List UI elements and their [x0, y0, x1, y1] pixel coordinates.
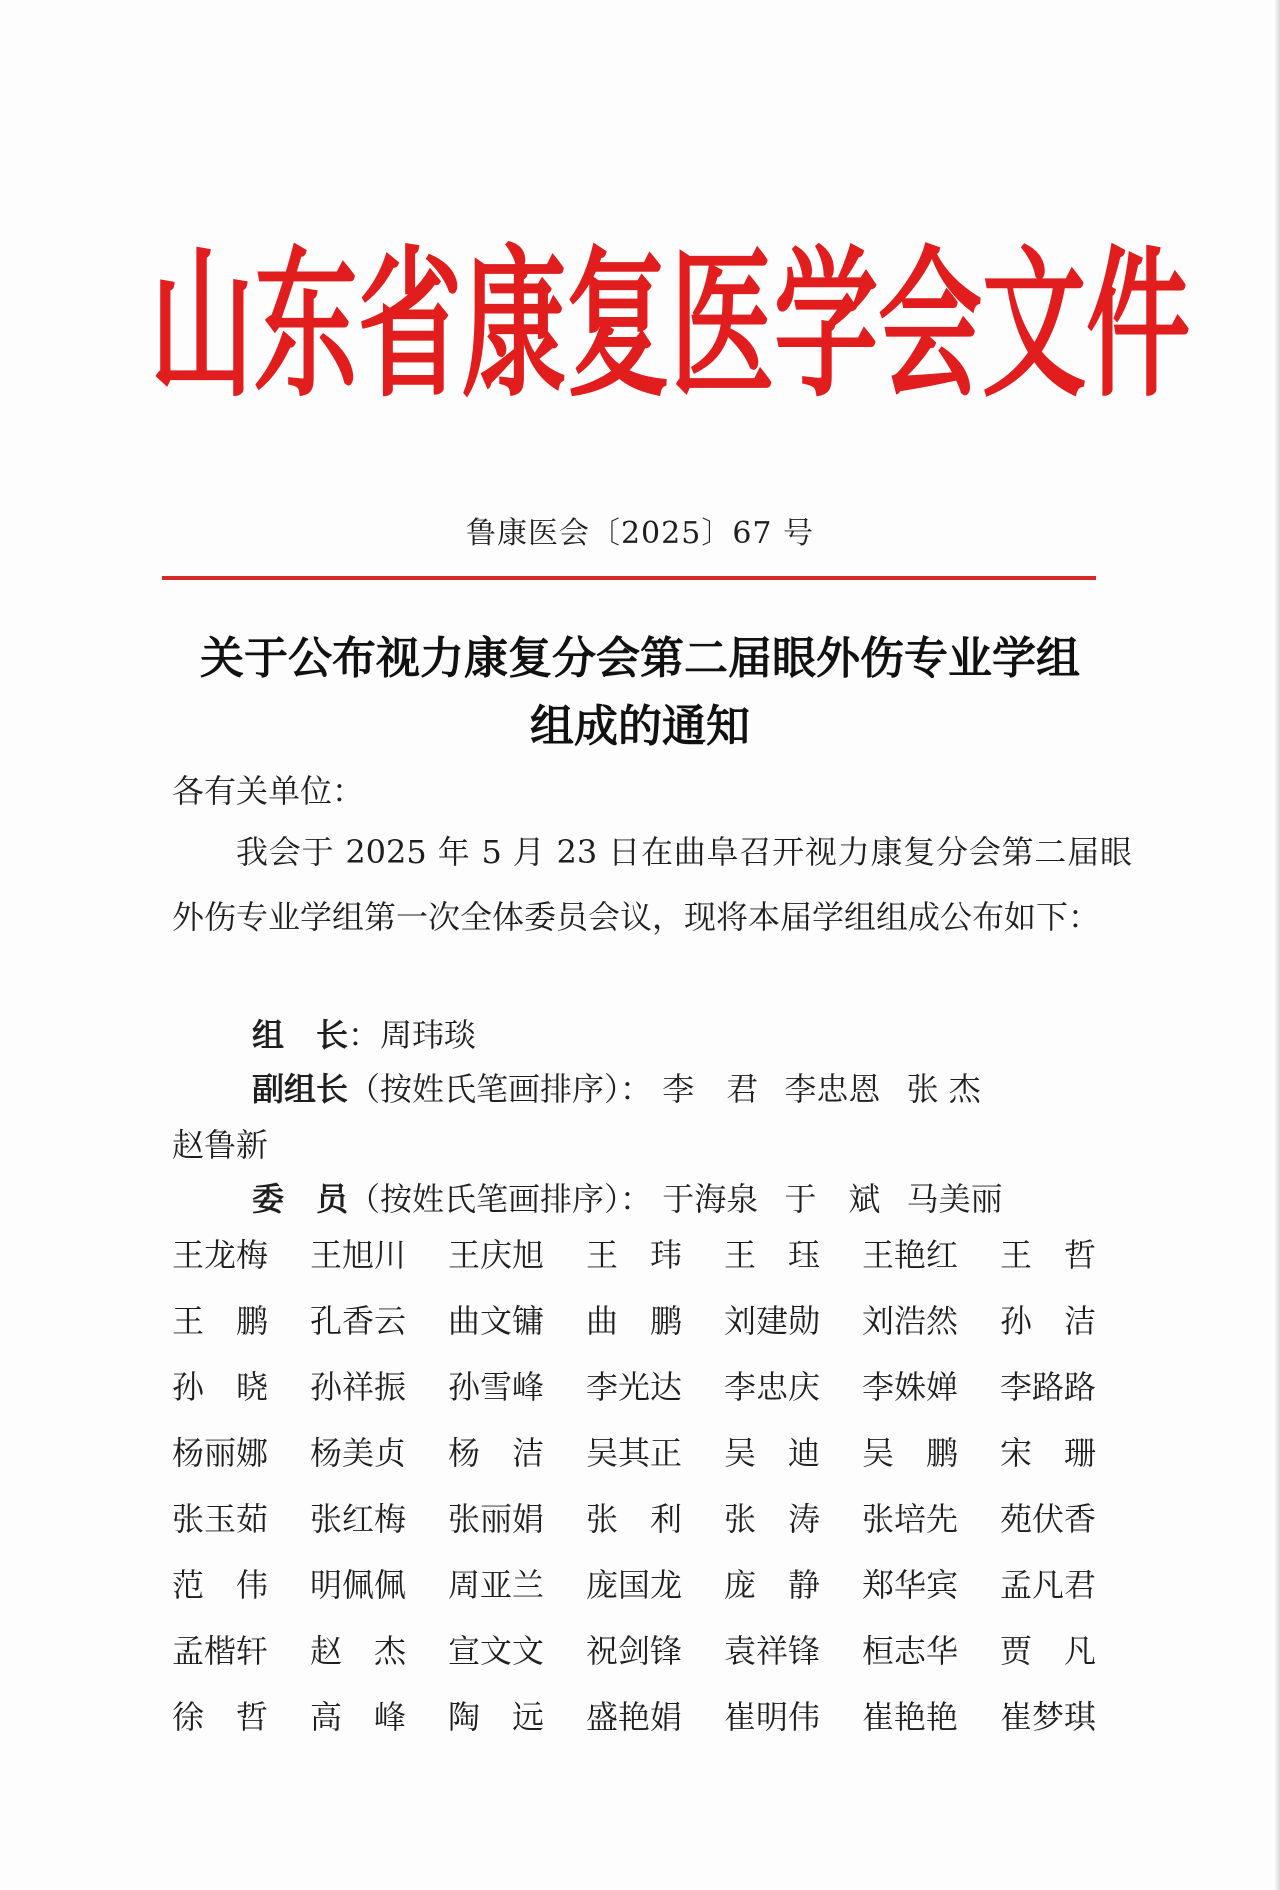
member-name: 张培先	[862, 1500, 959, 1538]
member-name-grid	[172, 1230, 1132, 1742]
member-name: 杨丽娜	[172, 1434, 269, 1472]
leader-line	[252, 1010, 476, 1056]
member-name: 杨 洁	[448, 1434, 545, 1472]
member-name: 袁祥锋	[724, 1632, 821, 1670]
salutation: 各有关单位：	[172, 772, 365, 810]
notice-title	[120, 625, 1160, 761]
member-name: 张红梅	[310, 1500, 407, 1538]
member-name: 王庆旭	[448, 1236, 545, 1274]
member-name: 曲 鹏	[586, 1302, 683, 1340]
member-name: 吴 鹏	[862, 1434, 959, 1472]
member-name: 王 玮	[586, 1236, 683, 1274]
member-name: 吴其正	[586, 1434, 683, 1472]
member-name: 刘浩然	[862, 1302, 959, 1340]
member-name: 王 鹏	[172, 1302, 269, 1340]
member-name: 吴 迪	[724, 1434, 821, 1472]
member-name: 明佩佩	[310, 1566, 407, 1604]
masthead-char: 文	[982, 230, 1087, 420]
member-name: 张丽娟	[448, 1500, 545, 1538]
vice-leader-note: （按姓氏笔画排序）：	[348, 1070, 653, 1108]
member-name: 孙 晓	[172, 1368, 269, 1406]
member-name: 桓志华	[862, 1632, 959, 1670]
member-name: 崔梦琪	[1000, 1698, 1097, 1736]
member-name: 孙祥振	[310, 1368, 407, 1406]
masthead-char: 件	[1086, 230, 1191, 420]
member-name: 王旭川	[310, 1236, 407, 1274]
member-name: 于 斌	[784, 1180, 881, 1218]
member-name: 于海泉	[662, 1180, 759, 1218]
masthead-title	[150, 230, 1191, 420]
member-name: 张 利	[586, 1500, 683, 1538]
leader-separator: ：	[348, 1016, 381, 1054]
member-name: 高 峰	[310, 1698, 407, 1736]
member-name: 李忠庆	[724, 1368, 821, 1406]
member-name: 崔明伟	[724, 1698, 821, 1736]
member-name: 孟楷轩	[172, 1632, 269, 1670]
masthead-char: 山	[150, 230, 255, 420]
member-name: 张 涛	[724, 1500, 821, 1538]
vice-leader-name: 张 杰	[906, 1070, 981, 1108]
vice-leader-name: 李忠恩	[784, 1070, 881, 1108]
masthead-char: 东	[254, 230, 359, 420]
member-name: 庞 静	[724, 1566, 821, 1604]
member-name: 苑伏香	[1000, 1500, 1097, 1538]
member-name: 盛艳娟	[586, 1698, 683, 1736]
vice-leader-name: 赵鲁新	[172, 1126, 269, 1164]
member-name: 曲文镛	[448, 1302, 545, 1340]
document-number: 鲁康医会〔2025〕67 号	[465, 516, 815, 551]
member-name: 宣文文	[448, 1632, 545, 1670]
member-name: 王 哲	[1000, 1236, 1097, 1274]
member-name: 刘建勋	[724, 1302, 821, 1340]
member-name: 郑华宾	[862, 1566, 959, 1604]
member-name: 崔艳艳	[862, 1698, 959, 1736]
member-name: 张玉茹	[172, 1500, 269, 1538]
member-name: 孔香云	[310, 1302, 407, 1340]
member-name: 杨美贞	[310, 1434, 407, 1472]
red-divider-rule	[162, 576, 1096, 580]
member-name: 孙雪峰	[448, 1368, 545, 1406]
member-name: 祝剑锋	[586, 1632, 683, 1670]
member-name: 赵 杰	[310, 1632, 407, 1670]
masthead-char: 学	[774, 230, 879, 420]
member-name: 王艳红	[862, 1236, 959, 1274]
notice-title-line-1: 关于公布视力康复分会第二届眼外伤专业学组	[200, 633, 1080, 684]
member-name: 孟凡君	[1000, 1566, 1097, 1604]
page-edge-shadow	[1274, 0, 1280, 1890]
member-name: 贾 凡	[1000, 1632, 1097, 1670]
member-name: 宋 珊	[1000, 1434, 1097, 1472]
vice-leader-label: 副组长	[252, 1070, 349, 1108]
member-name: 李姝婵	[862, 1368, 959, 1406]
notice-title-line-2: 组成的通知	[530, 701, 750, 752]
masthead-char: 康	[462, 230, 567, 420]
member-name: 庞国龙	[586, 1566, 683, 1604]
member-name: 李路路	[1000, 1368, 1097, 1406]
masthead-char: 会	[878, 230, 983, 420]
masthead-char: 医	[670, 230, 775, 420]
leader-label: 组 长	[252, 1016, 349, 1054]
vice-leader-name: 李 君	[662, 1070, 759, 1108]
body-paragraph: 我会于 2025 年 5 月 23 日在曲阜召开视力康复分会第二届眼外伤专业学组第一次全体委员会议，现将本届学组组成公布如下：	[172, 833, 1132, 936]
member-name: 徐 哲	[172, 1698, 269, 1736]
leader-name: 周玮琰	[380, 1016, 477, 1054]
member-name: 王龙梅	[172, 1236, 269, 1274]
masthead-char: 省	[358, 230, 463, 420]
member-name: 陶 远	[448, 1698, 545, 1736]
member-name: 周亚兰	[448, 1566, 545, 1604]
member-name: 孙 洁	[1000, 1302, 1097, 1340]
masthead-char: 复	[566, 230, 671, 420]
member-name: 李光达	[586, 1368, 683, 1406]
member-label: 委 员	[252, 1180, 349, 1218]
member-name: 王 珏	[724, 1236, 821, 1274]
member-name: 马美丽	[906, 1180, 1003, 1218]
vice-leader-line	[252, 1064, 997, 1110]
member-name: 范 伟	[172, 1566, 269, 1604]
member-note: （按姓氏笔画排序）：	[348, 1180, 653, 1218]
member-line	[252, 1174, 1019, 1220]
